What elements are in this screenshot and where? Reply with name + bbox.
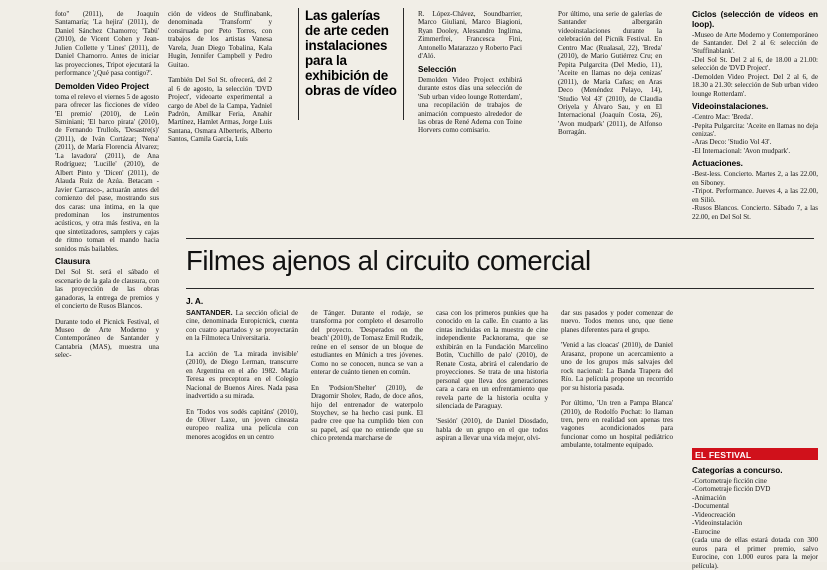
- list-item: -Documental: [692, 502, 730, 511]
- column-1-bottom: [186, 309, 298, 441]
- column-3-top: [418, 10, 522, 135]
- listing-head-videoinstalaciones: Videoinstalaciones.: [692, 102, 769, 112]
- text-block: [186, 309, 298, 343]
- text-block: 'Sesión' (2010), de Daniel Diosdado, habla de un grupo en el que todos aspiran a llevar una vida mejor, olvi-: [436, 417, 548, 443]
- list-item: -Eurocine: [692, 527, 720, 536]
- text-block: foto" (2011), de Joaquín Santamaría; 'La hejira' (2011), de Daniel Sánchez Chamorro; 'Tabú' (2010), de Vicent Cohen y Jean-Julien Collette y 'Lines' (2011), de Daniel Chamorro. Antes de iniciar las proyecciones, Tripot ejecutará la performance '¿Qué pasa contigo?'.: [55, 10, 159, 78]
- text-block: La acción de 'La mirada invisible' (2010), de Diego Lerman, transcurre en Argentina en el año 1982. María Teresa es preceptora en el Colegio Nacional de Buenos Aires. Nada pasa inadvertido a su mirada.: [186, 349, 298, 401]
- list-item: -Best-less. Concierto. Martes 2, a las 22.00, en Siboney.: [692, 170, 818, 187]
- text-run: La sección oficial de cine, denominada Europicnick, cuenta con cuatro apartados y se proyectarán en la Filmoteca Universitaria.: [186, 309, 299, 343]
- column-3-bottom: [436, 309, 548, 443]
- column-2-top: [168, 10, 272, 144]
- text-block: ción de vídeos de Stuffinabank, denominada 'Transform' y consiruada por Peto Torres, con trabajos de los artistas Vanesa Varela, Juan Diego Tobalina, Kala Hugín, Jennifer Campbell y Pedro Guitao.: [168, 10, 272, 69]
- text-block: de Tánger. Durante el rodaje, se transforma por completo el desarrollo del proyecto. 'Desperados on the beach' (2010), de Tomasz Emil Rudzik, reúne en el sensor de un bloque de estudiantes en Múnich a tres jóvenes. Como no se conocen, nunca se van a enterar de cuánto tienen en común.: [311, 309, 423, 377]
- listing-head-actuaciones: Actuaciones.: [692, 159, 743, 169]
- column-4-top: [558, 10, 662, 137]
- festival-listing: [692, 466, 818, 570]
- text-block: casa con los primeros punkies que ha conocido en la calle. En cuanto a las cintas incluidas en la muestra de cine independiente Packnorama, que se exhibirán en la Fundación Marcelino Botín, 'Cuchillo de palo' (2010), de Renate Costa, abrirá el calendario de proyecciones. Se trata de una historia personal que lleva dos generaciones cara a cara en un enfrentamiento que revela parte de la historia oculta y silenciada de Paraguay.: [436, 309, 548, 410]
- feature-headline-text: Las galerías de arte ceden instalaciones para la exhibición de obras de vídeo: [305, 8, 397, 99]
- list-item: -Museo de Arte Moderno y Contemporáneo de Santander. Del 2 al 6: selección de 'Stuffinablank'.: [692, 30, 818, 56]
- headline-rule-top: [186, 238, 814, 239]
- list-item: (cada una de ellas estará dotada con 300 euros para el primer premio, salvo Eurocine, con 1.000 euros para la mejor película).: [692, 536, 818, 570]
- section-header-label: EL FESTIVAL: [695, 449, 752, 460]
- text-block: Durante todo el Picnick Festival, el Museo de Arte Moderno y Contemporáneo de Santander y Cantabria (MAS), muestra una selec-: [55, 317, 159, 360]
- list-item: -Centro Mac: 'Breda'.: [692, 113, 754, 122]
- text-block: 'Venid a las cloacas' (2010), de Daniel Arasanz, propone un acercamiento a uno de los grupos más salvajes del rock nacional: La Banda Trapera del Río. La película propone un recorrido por su historia pasada.: [561, 341, 673, 392]
- list-item: -Demolden Video Project. Del 2 al 6, de 18.30 a 21.30: selección de Sub urban video lounge Rotterdam'.: [692, 72, 818, 98]
- list-item: -Tripot. Performance. Jueves 4, a las 22.00, en Siliö.: [692, 187, 818, 204]
- subhead-demolden: Demolden Video Project: [55, 81, 150, 91]
- headline-rule-bottom: [186, 288, 814, 289]
- list-item: -Del Sol St. Del 2 al 6, de 18.00 a 21.00: selección de 'DVD Project'.: [692, 55, 818, 73]
- text-block: R. López-Chávez, Soundbarrier, Marco Giuliani, Marco Biagioni, Ryan Dooley, Alessandro Inglima, Zimmerfrei, Francesca Fini, Antonello Matarazzo y Roberto Paci d'Aló.: [418, 10, 523, 61]
- list-item: -Cortometraje ficción cine: [692, 477, 767, 485]
- list-item: -Cortometraje ficción DVD: [692, 485, 771, 494]
- list-item: -Rusos Blancos. Concierto. Sábado 7, a las 22.00, en Del Sol St.: [692, 204, 818, 221]
- byline: J. A.: [186, 296, 204, 306]
- text-block: En 'Todos vos sodés capitáns' (2010), de Oliver Laxe, un joven cineasta europeo realiza una película con menores acogidos en un centro: [186, 407, 298, 441]
- column-2-bottom: [311, 309, 423, 443]
- subhead-seleccion: Selección: [418, 64, 457, 74]
- text-block: toma el relevo el viernes 5 de agosto para ofrecer las ficciones de vídeo 'El premio' (2010), de León Siminiani; 'El barco pirata' (2010), de Fernando Trullols, 'Desastre(s)' (2011), de Iván Cortázar; 'Nena' (2011), de María Florencia Álvarez; 'La lavadora' (2011), de Ana Rodríguez; 'Lucille' (2010), de Albert Pinto y 'Dicen' (2011), de Alauda Ruiz de Azúa. Betacam -Javier Carrasco-, actuarán antes del comienzo del pase, mostrando sus dos caras: una íntima, en la que predominan los instrumentos acústicos, y otra más festiva, en la que sintetizadores, samplers y cajas de ritmo toman el mando hacia sonidos más bailables.: [55, 92, 159, 253]
- page-title: Filmes ajenos al circuito comercial: [186, 245, 591, 276]
- list-item: -Videoinstalación: [692, 519, 743, 528]
- text-block: Por último, una serie de galerías de Santander albergarán videoinstalaciones durante la celebración del Picnik Festival. En Centro Mac (Rualasal, 22), 'Breda' (2010), de Mario Gutiérrez Cru; en Pepita Pulgarcita (Del Medio, 11), 'Aceite en llamas no deja cenizas' (2011), de María Cañas; en Aras Deco (Menéndez Pelayo, 14), 'Studio Vol 43' (2010), de Claudia Oriyela y Álvaro Sau, y en El Internacional (Joaquín Costa, 26), 'Avon mudpark' (2011), de Alfonso Borragán.: [558, 10, 662, 137]
- list-item: -El Internacional: 'Avon mudpark'.: [692, 146, 791, 155]
- section-header-festival: [692, 448, 818, 460]
- column-4-bottom: [561, 309, 673, 450]
- text-block: Por último, 'Un tren a Pampa Blanca' (2010), de Rodolfo Pochat: lo llaman tren, pero en realidad son apenas tres vagones acondicionados para funcionar como un hospital pediátrico ambulante, totalmente equipado.: [561, 399, 673, 450]
- feature-headline-box: [298, 8, 404, 120]
- list-item: -Videocreación: [692, 510, 736, 519]
- column-5-listing: [692, 10, 818, 221]
- list-item: -Pepita Pulgarcita: 'Aceite en llamas no deja cenizas'.: [692, 121, 818, 139]
- text-block: dar sus pasados y poder comenzar de nuevo. Todos menos uno, que tiene planes diferentes para el grupo.: [561, 309, 673, 334]
- festival-head-categorias: Categorías a concurso.: [692, 466, 783, 475]
- text-block: En 'Podsion/Shelter' (2010), de Dragomir Sholev, Rado, de doce años, hijo del entrenador de waterpolo Stoychev, se ha hecho casi punk. El padre cree que ha cumplido bien con su papel, así que no entiende que su chico pretenda marcharse de: [311, 383, 423, 443]
- dateline: SANTANDER.: [186, 308, 233, 317]
- subhead-clausura: Clausura: [55, 257, 91, 267]
- list-item: -Animación: [692, 493, 726, 502]
- text-block: También Del Sol St. ofrecerá, del 2 al 6 de agosto, la selección 'DVD Project', videoarte experimental a cargo de Abel de la Campa, Yadniel Padrón, Amílkar Feria, Anahir Martínez, Hamlet Armas, Jorge Luis Santana, Osmara Alberteris, Alberto Santos, Camila García, Luis: [168, 76, 272, 144]
- column-1-top: [55, 10, 159, 360]
- text-block: Del Sol St. será el sábado el escenario de la gala de clausura, con las proyección de las obras ganadoras, la entrega de premios y el concierto de Rusos Blancos.: [55, 268, 159, 311]
- list-item: -Aras Deco: 'Studio Vol 43'.: [692, 138, 772, 147]
- text-block: Demolden Video Project exhibirá durante estos días una selección de 'Sub urban video lounge Rotterdam', una recopilación de trabajos de animación compuesto alrededor de las obras de René Adema con Toine Horvers como comisario.: [418, 75, 522, 135]
- listing-head-ciclos: Ciclos (selección de vídeos en loop).: [692, 10, 818, 29]
